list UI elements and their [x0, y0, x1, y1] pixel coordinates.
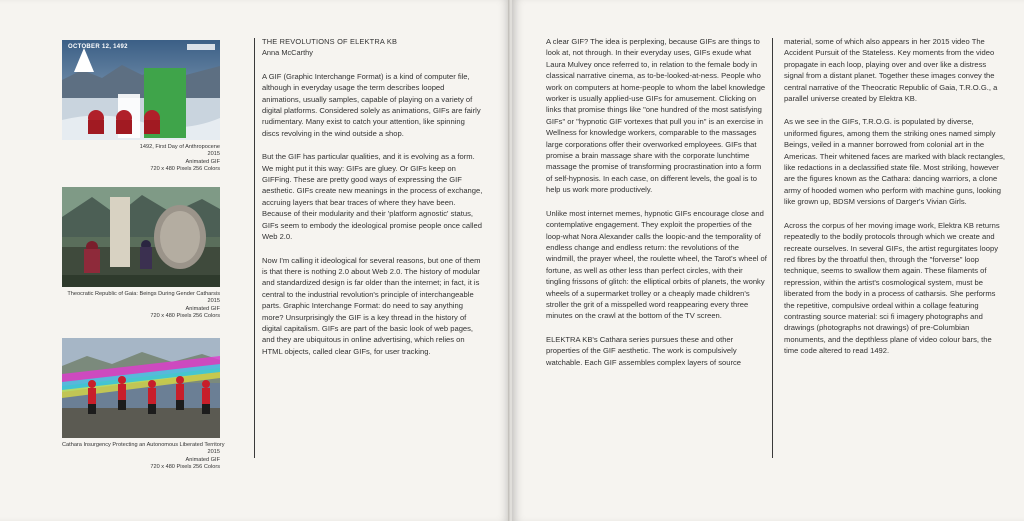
figure-3-caption [62, 442, 225, 471]
figure-3 [62, 338, 225, 471]
figure-1-overlay-text: OCTOBER 12, 1492 [68, 44, 128, 50]
column-rule-right [772, 38, 773, 458]
caption-title: Theocratic Republic of Gaia: Beings During Gender Catharsis [67, 291, 220, 297]
figure-2-artwork [62, 187, 220, 287]
figure-1-caption [62, 144, 220, 173]
column-rule-left [254, 38, 255, 458]
figure-1 [62, 40, 220, 173]
caption-medium: Animated GIF [185, 158, 220, 165]
article-title: THE REVOLUTIONS OF ELEKTRA KB [262, 37, 398, 46]
paragraph: Across the corpus of her moving image work, Elektra KB returns repeatedly to the bodily protocols through which we create and recreate ourselves. In several GIFs, the artist regurgitates loopy red fibres by the throatful then, through the "forverse" loop technique, seems to swallow them again. These filaments of repression, within the artist's cosmological system, must be liberated from the body in a process of catharsis. She performs the repetitive, compulsive ordeal within a collage featuring contrasting source material: sci fi imagery photographs and drawings (photographs not drawings) of pre-Columbian monuments, and the depthless plane of video colour bars, the time code altered to read 1492. [784, 220, 1000, 356]
paragraph: A GIF (Graphic Interchange Format) is a kind of computer file, although in everyday usage the term describes looped animations, usually samples, capable of playing on a variety of digital platforms. Considered solely as animations, GIFs are fairly rudimentary. Many exist to catch your attention, like spinning discs revolving in the wind outside a shop. [262, 71, 481, 138]
caption-year: 2015 [207, 298, 220, 305]
right-page [512, 0, 1024, 521]
caption-dimensions: 720 x 480 Pixels 256 Colors [150, 165, 220, 172]
article-author: Anna McCarthy [262, 48, 313, 58]
paragraph: But the GIF has particular qualities, and it is evolving as a form. We might put it this way: GIFs are gluey. Or GIFs keep on GIFFing. These are pretty good ways of expressing the GIF aesthetic. GIFs create new meanings in the process of exchange, accruing layers that bear traces of where they have been. Because of their modularity and their 'platform agnostic' status, GIFs seem to embody the ideological promise people once called Web 2.0. [262, 152, 483, 242]
article-column-2 [546, 36, 768, 380]
caption-dimensions: 720 x 480 Pixels 256 Colors [150, 463, 220, 470]
paragraph: As we see in the GIFs, T.R.O.G. is populated by diverse, uniformed figures, among them the striking ones named simply Beings, veiled in a manner borrowed from colonial art in the Americas. Their whitened faces are marked with black rectangles, like redactions in a declassified state file. Most striking, however are the figures known as the Cathara: dancing warriors, a clone army of hooded women who perform with machine guns, looking like grown up, BDSM versions of Darger's Vivian Girls. [784, 117, 1006, 207]
caption-year: 2015 [207, 151, 220, 158]
figure-2 [62, 187, 220, 320]
caption-title: 1492, First Day of Anthropocene [139, 144, 220, 150]
paragraph: material, some of which also appears in her 2015 video The Accident Pursuit of the Stateless. Key moments from the video propagate in each loop, playing over and over like a distress signal from a distant planet. Together these images convey the central narrative of the Theocratic Republic of Gaia, T.R.O.G., a parallel universe created by Elektra KB. [784, 37, 998, 104]
caption-year: 2015 [207, 449, 220, 456]
figure-2-caption [62, 291, 220, 320]
figure-1-artwork [62, 40, 220, 140]
figure-3-artwork [62, 338, 220, 438]
article-column-3 [784, 36, 1006, 369]
paragraph: A clear GIF? The idea is perplexing, because GIFs are things to look at, not through. In their everyday uses, GIFs exude what Laura Mulvey once referred to, in relation to the female body in classical narrative cinema, as to-be-looked-at-ness. People who work on computers at home-people to whom the label knowledge worker is usually applied-use GIFs for amusement. Clicking on links that promise things like "one hundred of the most satisfying GIFs" or "hypnotic GIF vortexes that pull you in" is an exercise in Wellness for knowledge workers, comparable to the massages large corporations offer their overworked employees. GIFs that promise a brain massage share with the corporate lunchtime massage the promise of transforming procrastination into a form of self-hypnosis. In each case, on different levels, the goal is to help us work more productively. [546, 37, 766, 195]
paragraph: Unlike most internet memes, hypnotic GIFs encourage close and contemplative engagement. They exploit the properties of the loop-what Nora Alexander calls the loopic-and the temporality of endless change and endless return: the revolutions of the windmill, the prayer wheel, the roulette wheel, the Tarot's wheel of fortune, as well as other less than perfect circles, with their tingling frissons of glitch: the elliptical orbits of planets, the wonky wheels of a supermarket trolley or a cheaply made children's stroller the grit of a misspelled word reappearing every three minutes on the crawl at the bottom of the TV screen. [546, 208, 767, 321]
article-column-1 [262, 36, 484, 369]
caption-medium: Animated GIF [185, 305, 220, 312]
paragraph: Now I'm calling it ideological for several reasons, but one of them is that there is nothing 2.0 about Web 2.0. The history of modular and standardized design is far older than the internet; in fact, it is central to the industrial revolution's principle of interchangeable parts. Graphic Interchange Format: do need to say anything more? Unsurprisingly the GIF is a key thread in the history of digital capitalism. GIFs are part of the basic look of web pages, and they are ubiquitous in online advertising, which relies on HTML objects, called clear GIFs, for user tracking. [262, 255, 481, 356]
paragraph: ELEKTRA KB's Cathara series pursues these and other properties of the GIF aesthetic. The work is compulsively watchable. Each GIF assembles complex layers of source [546, 334, 741, 367]
caption-medium: Animated GIF [185, 456, 220, 463]
left-page [0, 0, 510, 521]
caption-dimensions: 720 x 480 Pixels 256 Colors [150, 312, 220, 319]
figure-2-image [62, 187, 220, 287]
caption-title: Cathara Insurgency Protecting an Autonomous Liberated Territory [62, 442, 225, 448]
figure-1-image [62, 40, 220, 140]
figure-3-image [62, 338, 220, 438]
